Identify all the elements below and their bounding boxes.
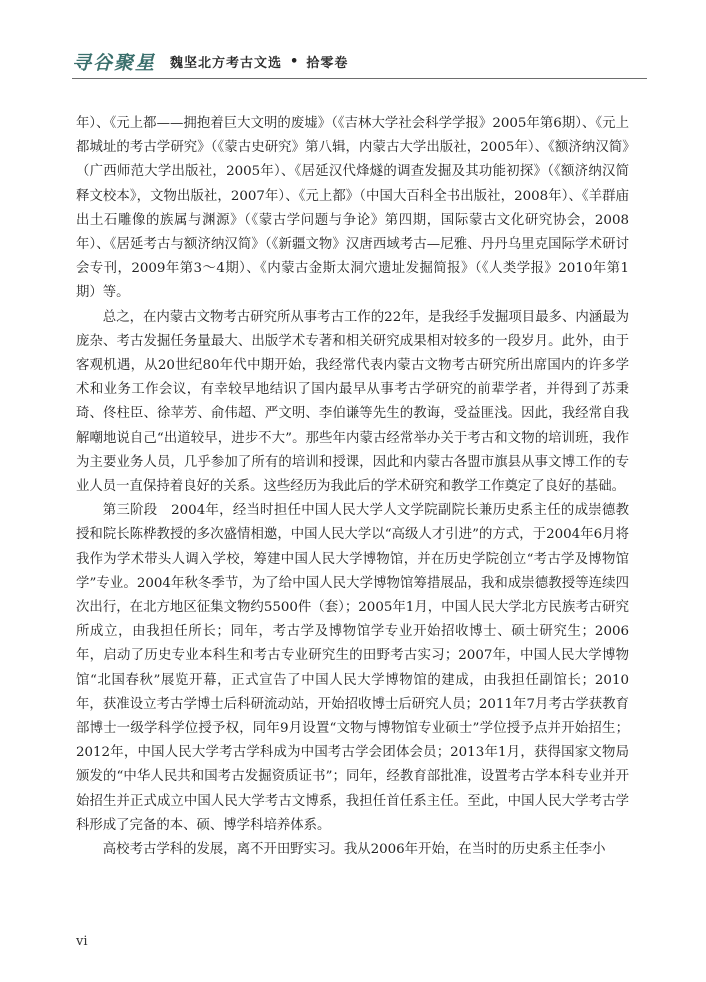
paragraph-third-stage: 第三阶段 2004年，经当时担任中国人民大学人文学院副院长兼历史系主任的成崇德教授和院长陈桦教授的多次盛情相邀，中国人民大学以“高级人才引进”的方式，于2004年6月将我作为学术带头人调入学校，筹建中国人民大学博物馆，并在历史学院创立“考古学及博物馆学”专业。2004年秋冬季节，为了给中国人民大学博物馆筹措展品，我和成崇德教授等连续四次出行，在北方地区征集文物约5500件（套）；2005年1月，中国人民大学北方民族考古研究所成立，由我担任所长；同年，考古学及博物馆学专业开始招收博士、硕士研究生；2006年，启动了历史专业本科生和考古专业研究生的田野考古实习；2007年，中国人民大学博物馆“北国春秋”展览开幕，正式宣告了中国人民大学博物馆的建成，由我担任副馆长；2010年，获准设立考古学博士后科研流动站，开始招收博士后研究人员；2011年7月考古学获教育部博士一级学科学位授予权，同年9月设置“文物与博物馆专业硕士”学位授予点并开始招生；2012年，中国人民大学考古学科成为中国考古学会团体会员；2013年1月，获得国家文物局颁发的“中华人民共和国考古发掘资质证书”；同年，经教育部批准，设置考古学本科专业并开始招生并正式成立中国人民大学考古文博系，我担任首任系主任。至此，中国人民大学考古学科形成了完备的本、硕、博学科培养体系。 — [76, 503, 629, 833]
paragraph-fieldwork: 高校考古学科的发展，离不开田野实习。我从2006年开始，在当时的历史系主任李小 — [102, 842, 606, 858]
header-separator: • — [290, 53, 299, 69]
book-title: 魏坚北方考古文选 — [170, 55, 283, 71]
paragraph-summary: 总之，在内蒙古文物考古研究所从事考古工作的22年，是我经手发掘项目最多、内涵最为庞杂、考古发掘任务量最大、出版学术专著和相关研究成果相对较多的一段岁月。此外，由于客观机遇，从20世纪80年代中期开始，我经常代表内蒙古文物考古研究所出席国内的许多学术和业务工作会议，有幸较早地结识了国内最早从事考古学研究的前辈学者，并得到了苏秉琦、佟柱臣、徐苹芳、俞伟超、严文明、李伯谦等先生的教诲，受益匪浅。因此，我经常自我解嘲地说自己“出道较早，进步不大”。那些年内蒙古经常举办关于考古和文物的培训班，我作为主要业务人员，几乎参加了所有的培训和授课，因此和内蒙古各盟市旗县从事文博工作的专业人员一直保持着良好的关系。这些经历为我此后的学术研究和教学工作奠定了良好的基础。 — [76, 309, 629, 495]
page-number: vi — [76, 934, 88, 949]
running-header — [72, 48, 647, 74]
series-logo: 寻谷聚星 — [72, 51, 157, 74]
header-rule — [72, 78, 647, 79]
main-text — [76, 112, 629, 862]
paragraph-continued: 年）、《元上都——拥抱着巨大文明的废墟》（《吉林大学社会科学学报》2005年第6期）、《元上都城址的考古学研究》（《蒙古史研究》第八辑，内蒙古大学出版社，2005年）、《额济纳汉简》（广西师范大学出版社，2005年）、《居延汉代烽燧的调查发掘及其功能初探》（《额济纳汉简释文校本》，文物出版社，2007年）、《元上都》（中国大百科全书出版社，2008年）、《羊群庙出土石雕像的族属与渊源》（《蒙古学问题与争论》第四期，国际蒙古文化研究协会，2008年）、《居延考古与额济纳汉简》（《新疆文物》汉唐西域考古—尼雅、丹丹乌里克国际学术研讨会专刊，2009年第3～4期）、《内蒙古金斯太洞穴遗址发掘简报》（《人类学报》2010年第1期）等。 — [76, 116, 629, 301]
volume-title: 拾零卷 — [306, 55, 349, 71]
